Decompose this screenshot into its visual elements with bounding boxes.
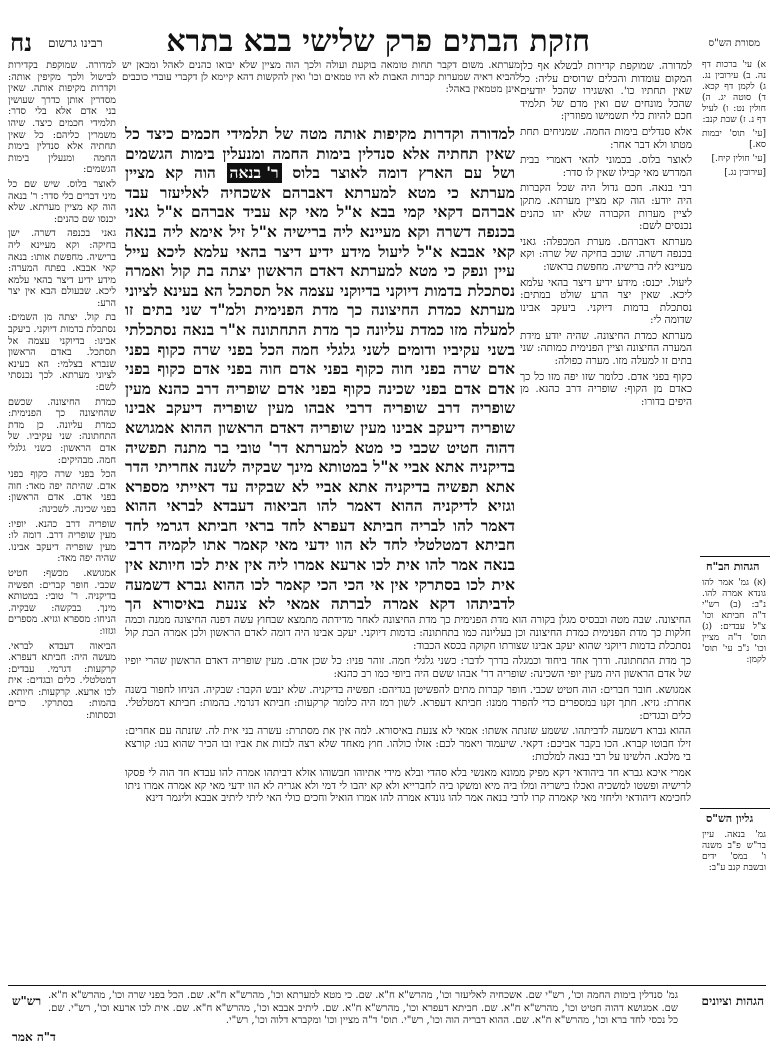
gemara-paragraph: הוה קא מציין מערתא כי מטא למערתא דאברהם אשכחיה לאליעזר עבד אברהם דקאי קמי בבא א"ל מאי קא עביד אברהם א"ל גאני בכנפה דשרה וקא מעיינא ליה ברישיה א"ל זיל אימא ליה בנאה קאי אבבא א"ל ליעול מידע ידיע דיצר בהאי עלמא ליכא עייל עיין ונפק כי מטא למערתא דאדם הראשון יצתה בת קול ואמרה נסתכלת בדמות דיוקני בדיוקני עצמה אל תסתכל הא בעינא לציוני מערתא כמדת החיצונה כך מדת הפנימית ולמ"ד שני בתים זו למעלה מזו כמדת עליונה כך מדת התחתונה א"ר בנאה נסתכלתי בשני עקיביו ודומים לשני גלגלי חמה הכל בפני שרה כקוף בפני אדם שרה בפני חוה כקוף בפני אדם חוה בפני אדם כקוף בפני אדם אדם בפני שכינה כקוף בפני אדם שופריה דרב כהנא מעין שופריה דרב שופריה דרבי אבהו מעין שופריה דיעקב אבינו שופריה דיעקב אבינו מעין שופריה דאדם הראשון: [125, 163, 515, 437]
gilyon-label: גליון הש"ס: [706, 812, 754, 825]
left-paragraph: אמגושא. מכשף: חטיט שכבי. חופר קברים: תפשיה בדיקניה. ר' טובי: במטותא מינך. בבקשה: שבקיה. הניחו: מספרא וגזיא. מספרים וגזזו:: [8, 567, 116, 637]
commentary-label: רבינו גרשום: [48, 36, 103, 50]
margin-note: [עי' חולין קיח.]: [711, 154, 766, 164]
tosafot-text: מערתא. משום דקבר תחות טומאה בוקעת ועולה ולכך הוה מציין שלא יבואו כהנים לאהל ומכאן יש להביא ראיה שמערות קברות האבות לא היו טמאים וכו' ואין להקשות דהא קיימא לן דקברי עובדי כוכבים אינן מטמאין באהל:: [122, 60, 520, 95]
bottom-paragraph: ההוא גברא דשמעה לדביתהו. ששמע שזנתה אשתו: אמאי לא צנעת באיסורא. למה אין את מסתרת: עשרה בני אית לה. שזנתה עם אחרים: זילו חבוטו קברא. הכו בקבר אביכם: דקאי. שיעמוד ויאמר לכם: אזלו כולהו. חוץ מאחד שלא רצה לבזות את אביו ובו הכיר שהוא בנו: קורצא בי מלכא. הלשינו על רבי בנאה למלכות:: [125, 725, 691, 763]
left-paragraph: כמדת החיצונה. שכשם שהחיצונה כך הפנימית: כמדת עליונה. כן מדת התחתונה: שני עקיביו. של אדם הראשון: כשני גלגלי חמה. מבהיקים:: [8, 396, 116, 466]
gemara-paragraph: למדורה וקדרות מקיפות אותה מטה של תלמידי חכמים כיצד כל שאין תחתיה אלא סנדלין בימות החמה ומנעלין בימות הגשמים ושל עם הארץ דומה לאוצר בלוס: [125, 124, 515, 183]
left-paragraph: לאוצר בלוס. שיש שם כל מיני דברים בלי סדר: ר' בנאה הוה קא מציין מערתא. שלא יכנסו שם כהנים:: [8, 178, 116, 225]
rashi-paragraph: רבי בנאה. חכם גדול היה שכל הקברות היה יודע: הוה קא מציין מערתא. מתקן לציין מערות הקבורה שלא יהו כהנים נכנסים לשם:: [520, 182, 692, 233]
margin-note: [עירובין נג.]: [724, 168, 766, 178]
bottom-paragraph: אמרי איכא גברא חד ביהודאי דקא מפיק ממונא מאנשי בלא סהדי ובלא מידי אתיוהו חבשוהו אזלא דביתהו אמרה להו עבדא חד הוה לי פסקו לרישיה ופשטו למשכיה ואכלו בישריה ומלו ביה מיא ומשקו ביה לחברייא ולא קא יהבו לי דמי ולא אגריה לא הוו ידעי מאי קא אמרה אמרו ניתו לחכימא דיהודאי וליחזי מאי קאמרה קרו לרבי בנאה אמר להו גונדא אמרה להו אמרו הואיל וחכים כולי האי ליתי ליתיב אבבא וליגמר דינא: [125, 766, 691, 805]
rashi-paragraph: ליעול. יכנס: מידע ידיע דיצר בהאי עלמא ליכא. שאין יצר הרע שולט במתים: נסתכלת בדמות דיוקני. ביעקב אבינו שדומה לי:: [520, 276, 692, 327]
tosafot-top: [122, 60, 520, 120]
left-paragraph: שופריה דרב כהנא. יופיו: מעין שופריה דרב. דומה לו: מעין שופריה דיעקב אבינו. שהיה יפה מאד:: [8, 518, 116, 565]
margin-note: [עי' תוס' יבמות סא.]: [702, 129, 766, 150]
rashi-paragraph: לאוצר בלוס. בכמוני להאי דאמרי בבית המדרש מאי קבילו שאין לו סדר:: [520, 154, 692, 179]
rashi-column: [520, 60, 692, 616]
footer-rashash: רש"ש: [12, 994, 42, 1008]
left-commentary-column: [8, 60, 116, 980]
rashi-paragraph: מערתא כמדת החיצונה. שהיה יודע מידת המערה החיצונה וציין הפנימית כמותה: שני בתים זו למעלה מזו. מערה כפולה:: [520, 329, 692, 368]
left-paragraph: הביאוה דעבדא לבראי. מעשה היה: חביתא דעפרא. קרקעות: דגרמי. עבדים: דמטלטלי. כלים ובגדים: אית לכו ארעא. קרקעות: חיותא. בהמות: בסתרקי. כרים וכסתות:: [8, 640, 116, 722]
hagahot-text: (א) גמ' אמר להו גונדא אמרה להו. נ"ב: (ב) רש"י ד"ה חביתא וכו' צ"ל עבדים: (ג) תוס' ד"ה מציין וכו' נ"ב עי' תוס' לקמן:: [702, 578, 766, 665]
footer-label: הגהות וציונים: [701, 994, 764, 1008]
gilyon-text-block: [702, 830, 766, 970]
left-paragraph: הכל בפני שרה כקוף בפני אדם. שהיתה יפה מאד: חוה בפני אדם. אדם הראשון: בפני שכינה. לשכינה:: [8, 469, 116, 515]
gemara-paragraph: ההוא דאמר להו לבריה חביתא דעפרא לחד בראי חביתא דגרמי לחד חביתא דמטלטלי לחד לא הוו ידעי מאי קאמר אתו לקמיה דרבי בנאה אמר להו אית לכו ארעא אמרו ליה אין אית לכו חיותא אין אית לכו בסתרקי אין אי הכי הכי קאמר לכו ההוא גברא דשמעה לדביתהו דקא אמרה לברתה אמאי לא צנעת באיסורא הך: [125, 496, 515, 614]
rashi-paragraph: אלא סנדלים בימות החמה. שמניחים תחת מטתו ולא דבר אחר:: [520, 125, 692, 151]
gilyon-text: גמ' בנאה. עיין בר"ש פ"ב משנה ו' במס' ידים ובשבת קנב ע"ב:: [702, 830, 766, 873]
divider: [700, 808, 770, 809]
hagahot-label: הגהות הב"ח: [706, 560, 760, 573]
masoret-label: מסורת הש"ס: [708, 38, 760, 49]
left-paragraph: למדורה. שמוקפת בקדירות לבישול ולכך מקיפין אותה: וקדרות מקיפות אותה. שאין מסדרין אותן כדרך שעושין בני אדם אלא בלי סדר: תלמידי חכמים כיצד. שיהו משמרין כליהם: כל שאין תחתיה אלא סנדלין בימות החמה ומנעלין בימות הגשמים:: [8, 60, 116, 176]
right-margin-notes: [702, 60, 766, 960]
footer-text: גמ' סנדלין בימות החמה וכו', רש"י שם. אשכחיה לאליעזר וכו', מהרש"א ח"א. שם. כי מטא למערתא וכו', מהרש"א ח"א. שם. הכל בפני שרה וכו', מהרש"א ח"א. שם. אמגושא דהוה חטיט וכו', מהרש"א ח"א. שם. חביתא דעפרא וכו', מהרש"א ח"א. שם. ליתיב אבבא וכו', מהרש"א ח"א. שם. אית לכו ארעא וכו', רש"י. שם. כל נכסי לחד ברא וכו', מהרש"א ח"א. שם. ההוא דבריה הוה וכו', רש"י. תוס' ד"ה מציין וכו' ומקברא דלוה וכו', רש"י.: [48, 990, 678, 1026]
footer-bottom-note: ד"ה אמר: [12, 1030, 56, 1044]
bottom-paragraph: כך מדת התחתונה. ודרך אחד ביחוד וכמגלה בדרך לדבר: כשני גלגלי חמה. זוהר פניו: כל שכן אדם. מעין שופריה דאדם הראשון שהרי יופיו של אדם הראשון היה מעין יופי השכינה: שופריה דר' אבהו ששם היה ביופי כמו רב כהנא:: [125, 655, 691, 681]
bottom-paragraph: החיצונה. שבה מטה ובבסיס מגלן בקורה הוא מדת הפנימית כך מדת החיצונה לאחר מדידתה מתמצא שבחוץ עשה דפנה החיצונה ממנה וכמה חלקות כך מדת הפנימית כמדת החיצונה וכן בעליונה כמו בתחתונה: בדמות דיוקני. יעקב אבינו היה דומה לאדם הראשון ולכן אמרה הבת קול נסתכלת בדמות דיוקני שהוא יעקב אבינו שצורתו חקוקה בכסא הכבוד:: [125, 614, 691, 652]
rashi-paragraph: כקוף בפני אדם. כלומר שזו יפה מזו כל כך כאדם מן הקוף: שופריה דרב כהנא. מן היפים בדורו:: [520, 370, 692, 408]
footer-notes: [8, 985, 766, 1058]
bottom-paragraph: אמגושא. חובר חברים: הוה חטיט שכבי. חופר קברות מתים להפשיטן בגדיהם: תפשיה בדיקניה. שלא ינבש הקבר: שבקיה. הניחו לחפור בשנה אחרת: גזיא. חתך זקנו במספרים כדי להפרד ממנו: חביתא דעפרא. לשון רמז היה כלומר קרקעות: חביתא דגרמי. בהמות: חביתא דמטלטלי. כלים ובגדים:: [125, 683, 691, 722]
page-title: חזקת הבתים פרק שלישי בבא בתרא: [166, 24, 590, 59]
daf-number: נח: [10, 28, 33, 57]
hagahot-text-block: [702, 578, 766, 798]
left-paragraph: בת קול. יצתה מן השמים: נסתכלת בדמות דיוקני. ביעקב אבינו: בדיוקני עצמה אל תסתכל. באדם הראשון שנברא בצלמי: הא בעינא לציוני מערתא. לכך נכנסתי לשם:: [8, 312, 116, 394]
left-paragraph: גאני בכנפה דשרה. ישן בחיקה: וקא מעיינא ליה ברישיה. מחפשת אותו: בנאה קאי אבבא. בפתח המערה: מידע ידיע דיצר בהאי עלמא ליכא. שבעולם הבא אין יצר הרע:: [8, 228, 116, 309]
margin-note: א) עי' ברכות דף נה. ב) עירובין נג. ג) לקמן דף קכא. ד) סוטה יג. ה) חולין נט: ו) לעיל דף נ. ז) שבת קנב:: [702, 60, 766, 125]
highlighted-term: ר' בנאה: [227, 163, 282, 183]
bottom-commentary: [125, 614, 691, 970]
divider: [700, 556, 770, 557]
rashi-paragraph: למדורה. שמוקפת קדירות לבשלא אף כלן המקום עומדות והכלים שרוסים עליה: כל שאין תחתיו כו'. ואשגירו שהכל יודעים שהכל מונחים שם ואין מדם של תלמיד חכם להיות כלי תשמישו מפוזרין:: [520, 60, 692, 123]
gemara-main-text: [125, 124, 515, 614]
rashi-paragraph: מערתא דאברהם. מערת המכפלה: גאני בכנפה דשרה. שוכב בחיקה של שרה: וקא מעיינא ליה ברישיה. מחפשת בראשו:: [520, 235, 692, 273]
gemara-paragraph: ההוא אמגושא דהוה חטיט שכבי כי מטא למערתא דר' טובי בר מתנה תפשיה בדיקניה אתא אביי א"ל במטותא מינך שבקיה לשנה אחריתי הדר אתא תפשיה בדיקניה אתא אביי לא שבקיה עד דאייתי מספרא וגזיא לדיקניה ההוא דאמר להו הביאוה דעבדא לבראי: [125, 417, 515, 516]
